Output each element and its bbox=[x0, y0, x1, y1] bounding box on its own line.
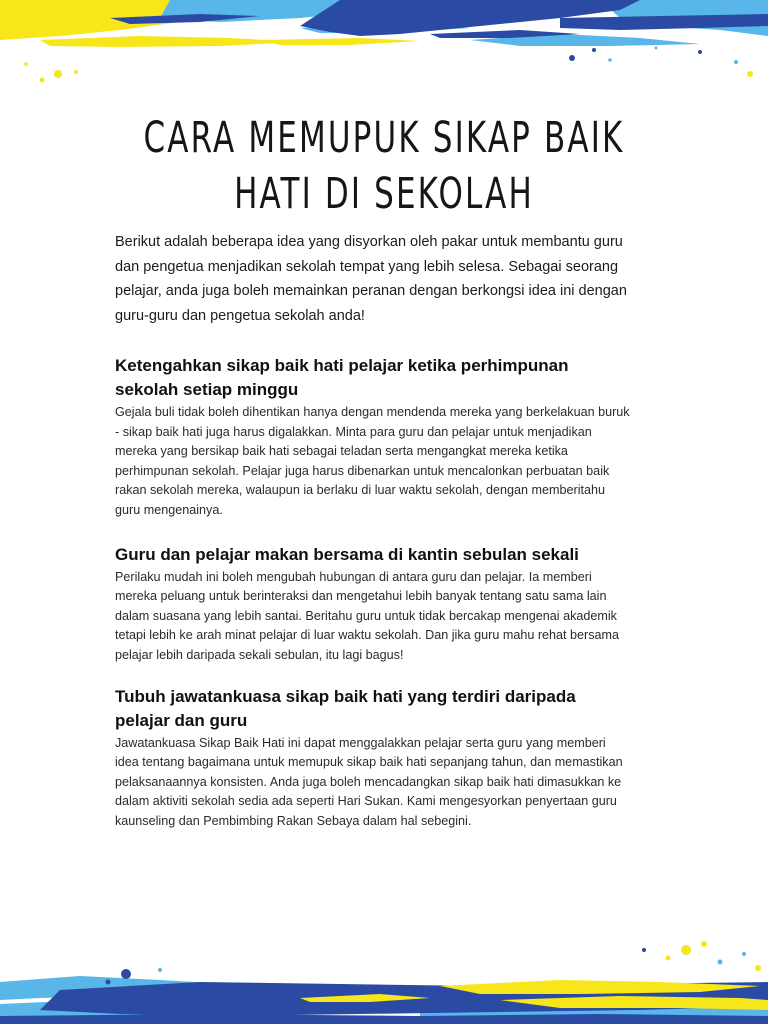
paint-splash-top bbox=[0, 0, 768, 90]
section-kindness-committee bbox=[115, 685, 630, 832]
section-weekly-assembly bbox=[115, 354, 630, 521]
section-canteen-meal bbox=[115, 543, 630, 666]
page-title-line-1: CARA MEMUPUK SIKAP BAIK bbox=[143, 113, 625, 163]
page-title-line-2: HATI DI SEKOLAH bbox=[234, 169, 534, 219]
section-body: Perilaku mudah ini boleh mengubah hubungan di antara guru dan pelajar. Ia memberi mereka peluang untuk berinteraksi dan mengetahui lebih banyak tentang satu sama lain dalam suasana yang lebih santai. Beritahu guru untuk tidak bercakap mengenai akademik tetapi lebih ke arah minat pelajar di luar waktu sekolah. Dan jika guru mahu rehat bersama pelajar lebih daripada sekali sebulan, itu lagi bagus! bbox=[115, 569, 620, 662]
section-heading: Tubuh jawatankuasa sikap baik hati yang terdiri daripada pelajar dan guru bbox=[115, 686, 576, 730]
paint-splash-bottom bbox=[0, 924, 768, 1024]
page-title bbox=[108, 110, 661, 222]
article-body bbox=[115, 230, 630, 832]
section-body: Gejala buli tidak boleh dihentikan hanya dengan mendenda mereka yang berkelakuan buruk - sikap baik hati juga harus digalakkan. Minta para guru dan pelajar untuk menjadikan mereka yang bersikap baik hati sebagai teladan serta mengangkat mereka ketika perhimpunan sekolah. Pelajar juga harus dibenarkan untuk mencalonkan perbuatan baik rakan sekolah mereka, walaupun ia berlaku di luar waktu sekolah, dengan memberitahu guru mengenainya. bbox=[115, 405, 630, 517]
section-heading: Ketengahkan sikap baik hati pelajar ketika perhimpunan sekolah setiap minggu bbox=[115, 356, 569, 399]
section-heading: Guru dan pelajar makan bersama di kantin sebulan sekali bbox=[115, 544, 579, 564]
intro-paragraph: Berikut adalah beberapa idea yang disyorkan oleh pakar untuk membantu guru dan pengetua menjadikan sekolah tempat yang lebih selesa. Sebagai seorang pelajar, anda juga boleh memainkan peranan dengan berkongsi idea ini dengan guru-guru dan pengetua sekolah anda! bbox=[115, 234, 627, 324]
section-body: Jawatankuasa Sikap Baik Hati ini dapat menggalakkan pelajar serta guru yang memberi idea tentang bagaimana untuk memupuk sikap baik hati sepanjang tahun, dan memastikan pelaksanaannya konsisten. Anda juga boleh mencadangkan sikap baik hati dimasukkan ke dalam aktiviti sekolah sedia ada seperti Hari Sukan. Kami mengesyorkan penyertaan guru kaunseling dan Pembimbing Rakan Sebaya dalam hal sebegini. bbox=[115, 735, 623, 828]
